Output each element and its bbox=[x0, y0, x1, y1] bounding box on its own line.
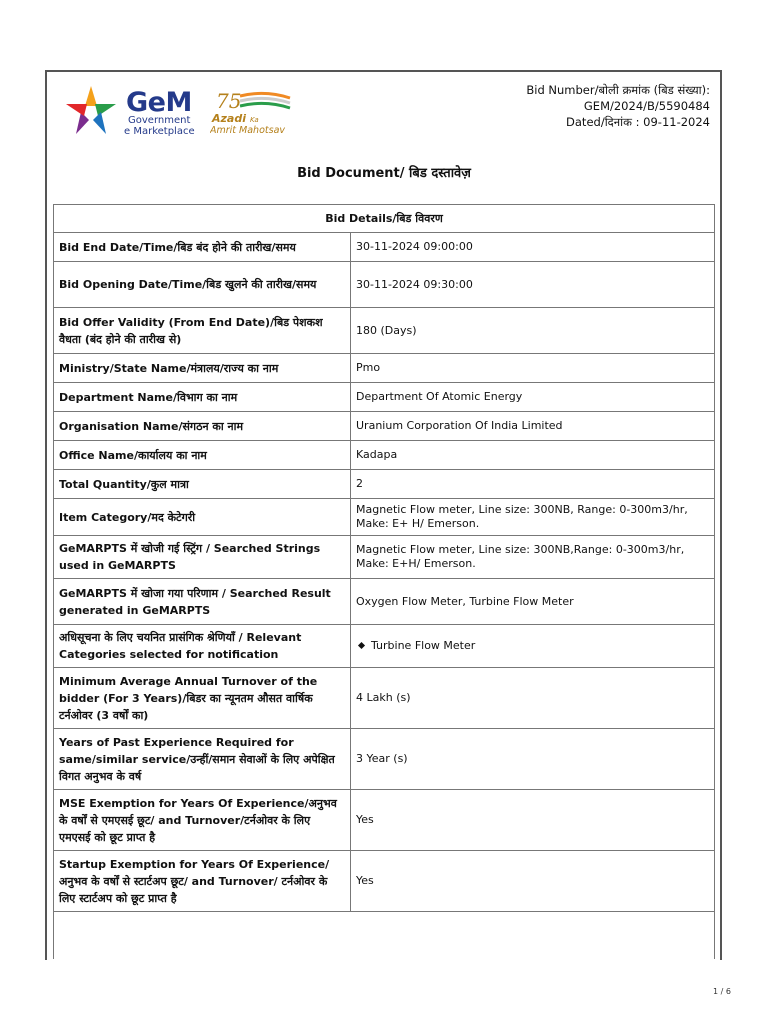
table-row bbox=[54, 354, 715, 383]
row-label: Bid Offer Validity (From End Date)/बिड पेशकश वैधता (बंद होने की तारीख से) bbox=[54, 308, 351, 354]
row-label: Bid End Date/Time/बिड बंद होने की तारीख/समय bbox=[54, 233, 351, 262]
svg-text:75: 75 bbox=[216, 89, 242, 113]
row-label: अधिसूचना के लिए चयनित प्रासंगिक श्रेणियाँ / Relevant Categories selected for notification bbox=[54, 625, 351, 668]
row-value: Uranium Corporation Of India Limited bbox=[351, 412, 715, 441]
row-label: MSE Exemption for Years Of Experience/अनुभव के वर्षों से एमएसई छूट/ and Turnover/टर्नओवर के लिए एमएसई को छूट प्राप्त है bbox=[54, 790, 351, 851]
table-row bbox=[54, 383, 715, 412]
row-value: 180 (Days) bbox=[351, 308, 715, 354]
row-value: Magnetic Flow meter, Line size: 300NB,Range: 0-300m3/hr, Make: E+H/ Emerson. bbox=[351, 536, 715, 579]
table-row bbox=[54, 233, 715, 262]
table-row bbox=[54, 579, 715, 625]
row-value: 30-11-2024 09:30:00 bbox=[351, 262, 715, 308]
row-value: Oxygen Flow Meter, Turbine Flow Meter bbox=[351, 579, 715, 625]
row-label: Organisation Name/संगठन का नाम bbox=[54, 412, 351, 441]
document-title: Bid Document/ बिड दस्तावेज़ bbox=[297, 166, 471, 181]
row-label: Ministry/State Name/मंत्रालय/राज्य का नाम bbox=[54, 354, 351, 383]
table-row bbox=[54, 470, 715, 499]
row-value: Yes bbox=[351, 790, 715, 851]
row-label: GeMARPTS में खोजी गई स्ट्रिंग / Searched Strings used in GeMARPTS bbox=[54, 536, 351, 579]
table-row bbox=[54, 790, 715, 851]
row-value: 30-11-2024 09:00:00 bbox=[351, 233, 715, 262]
bullet-icon bbox=[358, 642, 365, 649]
row-value: Yes bbox=[351, 851, 715, 912]
row-value-text: Turbine Flow Meter bbox=[371, 639, 476, 652]
bid-details-heading: Bid Details/बिड विवरण bbox=[54, 205, 715, 233]
row-label: Years of Past Experience Required for same/similar service/उन्हीं/समान सेवाओं के लिए अपेक्षित विगत अनुभव के वर्ष bbox=[54, 729, 351, 790]
bid-meta bbox=[526, 82, 710, 130]
table-row bbox=[54, 412, 715, 441]
bid-number-label: Bid Number/बोली क्रमांक (बिड संख्या): bbox=[526, 83, 710, 97]
row-value: Magnetic Flow meter, Line size: 300NB, Range: 0-300m3/hr, Make: E+ H/ Emerson. bbox=[351, 499, 715, 536]
dated-line bbox=[526, 114, 710, 130]
row-value: Kadapa bbox=[351, 441, 715, 470]
azadi-logo-icon bbox=[210, 88, 300, 136]
page-number: 1 / 6 bbox=[713, 987, 731, 996]
row-value: 4 Lakh (s) bbox=[351, 668, 715, 729]
row-label: Bid Opening Date/Time/बिड खुलने की तारीख/समय bbox=[54, 262, 351, 308]
row-value bbox=[351, 625, 715, 668]
row-value: 2 bbox=[351, 470, 715, 499]
row-value: Pmo bbox=[351, 354, 715, 383]
row-label: Total Quantity/कुल मात्रा bbox=[54, 470, 351, 499]
table-row bbox=[54, 262, 715, 308]
table-row bbox=[54, 536, 715, 579]
svg-text:Azadi: Azadi bbox=[212, 112, 246, 125]
gem-subtitle-2: e Marketplace bbox=[124, 126, 195, 137]
dated-label: Dated/दिनांक : bbox=[566, 115, 640, 129]
gem-subtitle-1: Government bbox=[128, 115, 191, 126]
table-row bbox=[54, 851, 715, 912]
row-label: Department Name/विभाग का नाम bbox=[54, 383, 351, 412]
row-value: 3 Year (s) bbox=[351, 729, 715, 790]
row-label: Item Category/मद केटेगरी bbox=[54, 499, 351, 536]
dated-value: 09-11-2024 bbox=[643, 115, 710, 129]
table-row bbox=[54, 308, 715, 354]
svg-text:Ka: Ka bbox=[250, 116, 259, 124]
row-label: Office Name/कार्यालय का नाम bbox=[54, 441, 351, 470]
row-value: Department Of Atomic Energy bbox=[351, 383, 715, 412]
row-label: Startup Exemption for Years Of Experience/अनुभव के वर्षों से स्टार्टअप छूट/ and Turnover/ टर्नओवर के लिए स्टार्टअप को छूट प्राप्त है bbox=[54, 851, 351, 912]
row-label: Minimum Average Annual Turnover of the bidder (For 3 Years)/बिडर का न्यूनतम औसत वार्षिक टर्नओवर (3 वर्षों का) bbox=[54, 668, 351, 729]
row-label: GeMARPTS में खोजा गया परिणाम / Searched Result generated in GeMARPTS bbox=[54, 579, 351, 625]
table-row bbox=[54, 668, 715, 729]
table-row bbox=[54, 625, 715, 668]
bid-number: GEM/2024/B/5590484 bbox=[583, 99, 710, 113]
table-row bbox=[54, 441, 715, 470]
table-row bbox=[54, 499, 715, 536]
gem-wordmark: GeM bbox=[126, 87, 192, 118]
svg-text:Amrit Mahotsav: Amrit Mahotsav bbox=[210, 125, 286, 136]
table-row bbox=[54, 729, 715, 790]
next-section-box bbox=[53, 909, 715, 959]
bid-details-table bbox=[53, 204, 715, 912]
